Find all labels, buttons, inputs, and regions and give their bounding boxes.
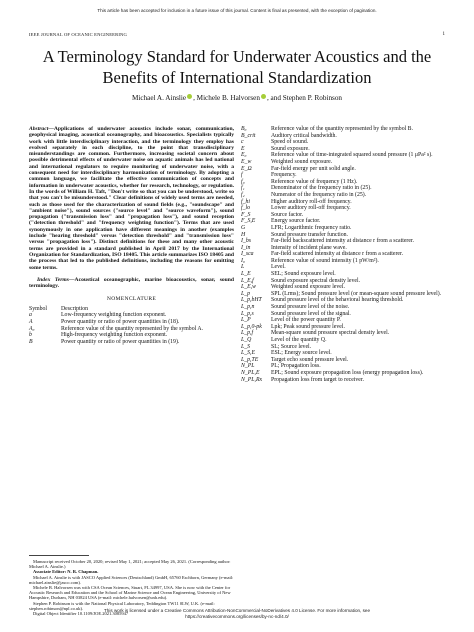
- footnote-line: Associate Editor: N. R. Chapman.: [33, 569, 99, 575]
- table-row: [241, 317, 446, 324]
- symbol-cell: L_p,0-pk: [241, 323, 262, 330]
- table-row: [241, 271, 446, 278]
- symbol-cell: b: [29, 332, 32, 339]
- table-row: [241, 159, 446, 166]
- author-ainslie: Michael A. Ainslie: [131, 94, 187, 102]
- description-cell: Weighted sound exposure level.: [271, 284, 345, 291]
- license-text: This work is licensed under a Creative Commons Attribution-NonCommercial-NoDerivatives 4.0 License. For more information, see: [103, 608, 371, 613]
- index-terms: [29, 277, 234, 290]
- description-cell: Frequency.: [271, 172, 297, 179]
- table-row: [29, 319, 234, 326]
- symbol-cell: f: [241, 172, 243, 179]
- symbol-cell: B_crit: [241, 132, 256, 139]
- symbol-cell: L_p,s: [241, 310, 254, 317]
- table-row: [241, 152, 446, 159]
- symbol-cell: A: [29, 318, 33, 325]
- table-row: [241, 284, 446, 291]
- description-cell: Sound pressure transfer function.: [271, 231, 348, 238]
- description-cell: Level of the power quantity P.: [271, 317, 341, 324]
- nomenclature-title: NOMENCLATURE: [106, 296, 157, 303]
- description-cell: Weighted sound exposure.: [271, 158, 333, 165]
- symbol-cell: L_p: [241, 290, 251, 297]
- abstract-heading: Abstract—: [29, 126, 54, 132]
- abstract-text: Applications of underwater acoustics include sonar, communication, geophysical imaging, acoustical oceanography, and bioacoustics. Specialists typically work with little interdisciplinary interaction, and the terminology they employ has evolved separately in each discipline, to the point that transdisciplinary misunderstandings are common. Furthermore, increasing societal concern about possible detrimental effects of underwater noise on aquatic animals has led national and international regulators to require monitoring of underwater noise, with a consequent need for interdisciplinary harmonization of terminology. By adopting a common language, we facilitate the effective communication of concepts and information in underwater acoustics, whether for research, technology, or regulation. In the words of William H. Taft, "Don't write so that you can be understood, write so that you can't be misunderstood." Clear definitions of widely used terms are needed, such as those used for the characterization of sound fields (e.g., "soundscape" and "ambient noise"), sound sources ("source level" and "source waveform"), sound propagation ("transmission loss" and "propagation loss"), and sound reception ("detection threshold" and "frequency weighting function"). Terms that are used synonymously in one application have different meanings in another (examples include "hearing threshold" versus "detection threshold" and "transmission loss" versus "propagation loss"). Distinct definitions for these and many other acoustic terms are provided in a standard published in April 2017 by the International Organization for Standardization, ISO 18405. This article summarizes ISO 18405 and the process that led to the published definitions, including the reasons for omitting some terms.: [29, 126, 234, 271]
- table-row: [241, 205, 446, 212]
- symbol-cell: I₀: [241, 257, 245, 264]
- description-cell: Far-field backscattered intensity at distance r from a scatterer.: [271, 238, 414, 245]
- description-cell: Mean-square sound pressure spectral density level.: [271, 330, 390, 337]
- symbol-cell: L_p,TE: [241, 356, 259, 363]
- table-row: [241, 337, 446, 344]
- description-cell: Lower auditory roll-off frequency.: [271, 205, 351, 212]
- description-cell: Propagation loss from target to receiver.: [271, 376, 364, 383]
- description-cell: Reference value of the quantity represented by the symbol A.: [61, 325, 203, 332]
- abstract: [29, 126, 234, 271]
- right-column: [241, 126, 446, 383]
- index-terms-text: Acoustical oceanographic, marine bioacoustics, sonar, sound terminology.: [29, 276, 234, 290]
- symbol-cell: A₀: [29, 325, 35, 332]
- table-row: [241, 377, 446, 384]
- symbol-cell: L_p,f: [241, 330, 254, 337]
- footnote-divider: [29, 555, 89, 556]
- symbol-cell: L_E,f: [241, 277, 254, 284]
- table-row: [241, 344, 446, 351]
- description-cell: Numerator of the frequency ratio in (25).: [271, 191, 367, 198]
- description-cell: ESL; Energy source level.: [271, 350, 332, 357]
- description-cell: Far-field scattered intensity at distance r from a scatterer.: [271, 251, 404, 258]
- description-cell: Higher auditory roll-off frequency.: [271, 198, 352, 205]
- symbol-cell: B: [29, 338, 33, 345]
- description-cell: Reference value of time-integrated squared sound pressure (1 μPa² s).: [271, 152, 433, 159]
- description-cell: Sound pressure level of the behavioral hearing threshold.: [271, 297, 404, 304]
- description-cell: PL; Propagation loss.: [271, 363, 321, 370]
- description-cell: Low-frequency weighting function exponent.: [61, 312, 167, 319]
- footnote-line: Manuscript received October 20, 2020; revised May 1, 2021; accepted May 26, 2021. (Corresponding author: Michael A. Ainslie.): [29, 559, 231, 570]
- description-cell: Sound exposure spectral density level.: [271, 277, 361, 284]
- license-notice: [0, 608, 474, 620]
- symbol-cell: I_bs: [241, 238, 251, 245]
- page-number: 1: [442, 32, 445, 37]
- table-row: [241, 172, 446, 179]
- symbol-cell: N_PL: [241, 363, 255, 370]
- symbol-cell: E₀: [241, 152, 247, 159]
- symbol-cell: f_lo: [241, 205, 251, 212]
- table-row: [241, 126, 446, 133]
- description-cell: Level of the quantity Q.: [271, 337, 327, 343]
- description-cell: Speed of sound.: [271, 139, 309, 146]
- table-row: [241, 218, 446, 225]
- author-list: [22, 94, 452, 102]
- symbol-cell: L_S: [241, 343, 251, 350]
- description-cell: EPL; Sound exposure propagation loss (energy propagation loss).: [271, 369, 424, 376]
- description-cell: Auditory critical bandwidth.: [271, 132, 337, 139]
- symbol-cell: E: [241, 145, 245, 152]
- symbol-cell: H: [241, 231, 246, 238]
- description-header: Description: [61, 305, 89, 312]
- table-row: [241, 330, 446, 337]
- table-row: [29, 332, 234, 339]
- footnote-line: Michael A. Ainslie is with JASCO Applied Sciences (Deutschland) GmbH, 65760 Eschborn, Germany (e-mail: michael.ainslie@jasco.com).: [29, 574, 234, 585]
- description-cell: Reference value of the quantity represented by the symbol B.: [271, 126, 413, 132]
- description-cell: Source factor.: [271, 211, 304, 218]
- symbol-cell: G: [241, 224, 246, 231]
- table-row: [241, 225, 446, 232]
- symbol-cell: f_hi: [241, 198, 251, 205]
- symbol-cell: a: [29, 312, 32, 319]
- symbol-cell: N_PL,E: [241, 369, 260, 376]
- symbol-cell: L_p,n: [241, 304, 255, 311]
- symbol-header: Symbol: [29, 305, 48, 312]
- table-row: [241, 258, 446, 265]
- table-row: [241, 238, 446, 245]
- left-column: [29, 126, 234, 345]
- symbol-cell: L: [241, 264, 245, 271]
- journal-name: IEEE JOURNAL OF OCEANIC ENGINEERING: [29, 32, 127, 37]
- symbol-cell: c: [241, 139, 244, 146]
- description-cell: Sound pressure level of the signal.: [271, 310, 351, 317]
- orcid-icon[interactable]: [187, 94, 192, 99]
- footnote-line: Digital Object Identifier 10.1109/JOE.2021.3085947: [33, 611, 129, 617]
- footnote-line: Michele B. Halvorsen was with CSA Ocean Sciences, Stuart, FL 34997, USA. She is now with the Center for Acoustic Research and Education and the School of Marine Science and Ocean Engineering, University of New Hampshire, Durham, NH 03824 USA (e-mail: michele.halvorsen@unh.edu).: [29, 585, 231, 601]
- table-row: [241, 357, 446, 364]
- index-terms-heading: Index Terms—: [37, 276, 75, 283]
- description-cell: Sound exposure.: [271, 145, 310, 152]
- symbol-cell: L_Q: [241, 337, 252, 343]
- symbol-cell: L_E,w: [241, 284, 256, 291]
- description-cell: Reference value of frequency (1 Hz).: [271, 178, 358, 185]
- description-cell: Lpk; Peak sound pressure level.: [271, 323, 345, 330]
- description-cell: High-frequency weighting function exponent.: [61, 332, 168, 339]
- table-row: [241, 166, 446, 173]
- table-row: [241, 350, 446, 357]
- description-cell: Far-field energy per unit solid angle.: [271, 165, 356, 172]
- author-halvorsen: , Michele B. Halvorsen: [193, 94, 260, 102]
- table-row: [29, 339, 234, 346]
- table-row: [241, 278, 446, 285]
- symbol-cell: f₂: [241, 191, 245, 198]
- symbol-cell: L_P: [241, 317, 251, 324]
- table-row: [241, 370, 446, 377]
- paper-title: A Terminology Standard for Underwater Acoustics and the Benefits of International Standardization: [42, 47, 432, 87]
- table-row: [241, 264, 446, 271]
- symbol-cell: F_S: [241, 211, 251, 218]
- description-cell: Sound pressure level of the noise.: [271, 304, 350, 311]
- table-row: [241, 363, 446, 370]
- nomenclature-table-continued: [241, 126, 446, 383]
- description-cell: LFR; Logarithmic frequency ratio.: [271, 224, 352, 231]
- description-cell: SEL; Sound exposure level.: [271, 271, 336, 278]
- description-cell: Target echo sound pressure level.: [271, 356, 349, 363]
- description-cell: SPL (Lrms); Sound pressure level (or mean-square sound pressure level).: [271, 290, 442, 297]
- symbol-cell: f₀: [241, 178, 245, 185]
- table-row: [241, 185, 446, 192]
- description-cell: Power quantity or ratio of power quantities in (19).: [61, 338, 180, 345]
- description-cell: Level.: [271, 264, 286, 271]
- table-row: [29, 312, 234, 319]
- symbol-cell: E_Ω: [241, 165, 252, 172]
- description-cell: Denominator of the frequency ratio in (25).: [271, 185, 372, 192]
- table-row: [241, 304, 446, 311]
- symbol-cell: L_p,bHT: [241, 297, 262, 304]
- table-row: [241, 251, 446, 258]
- nomenclature-table: [29, 306, 234, 346]
- symbol-cell: I_sca: [241, 251, 254, 258]
- symbol-cell: f₁: [241, 185, 245, 192]
- symbol-cell: L_E: [241, 271, 251, 278]
- description-cell: Power quantity or ratio of power quantities in (18).: [61, 318, 180, 325]
- description-cell: Reference value of sound intensity (1 pW/m²).: [271, 257, 379, 264]
- symbol-cell: F_S,E: [241, 218, 256, 225]
- description-cell: Intensity of incident plane wave.: [271, 244, 347, 251]
- table-row: [241, 139, 446, 146]
- description-cell: SL; Source level.: [271, 343, 312, 350]
- footnote-line: Stephen P. Robinson is with the National Physical Laboratory, Teddington TW11 0LW, U.K. (e-mail: stephen.robinson@npl.co.uk).: [29, 600, 215, 611]
- orcid-icon[interactable]: [261, 94, 266, 99]
- symbol-cell: E_w: [241, 158, 252, 165]
- table-row: [241, 192, 446, 199]
- symbol-cell: L_S,E: [241, 350, 256, 357]
- table-row: [241, 324, 446, 331]
- license-link[interactable]: https://creativecommons.org/licenses/by-nc-nd/4.0/: [185, 614, 289, 619]
- symbol-cell: N_PL,Rx: [241, 376, 263, 383]
- description-cell: Energy source factor.: [271, 218, 321, 225]
- author-robinson: , and Stephen P. Robinson: [266, 94, 343, 102]
- symbol-cell: I_in: [241, 244, 251, 251]
- acceptance-notice: This article has been accepted for inclusion in a future issue of this journal. Content is final as presented, with the exception of pagination.: [97, 8, 377, 13]
- symbol-cell: B₀: [241, 126, 247, 132]
